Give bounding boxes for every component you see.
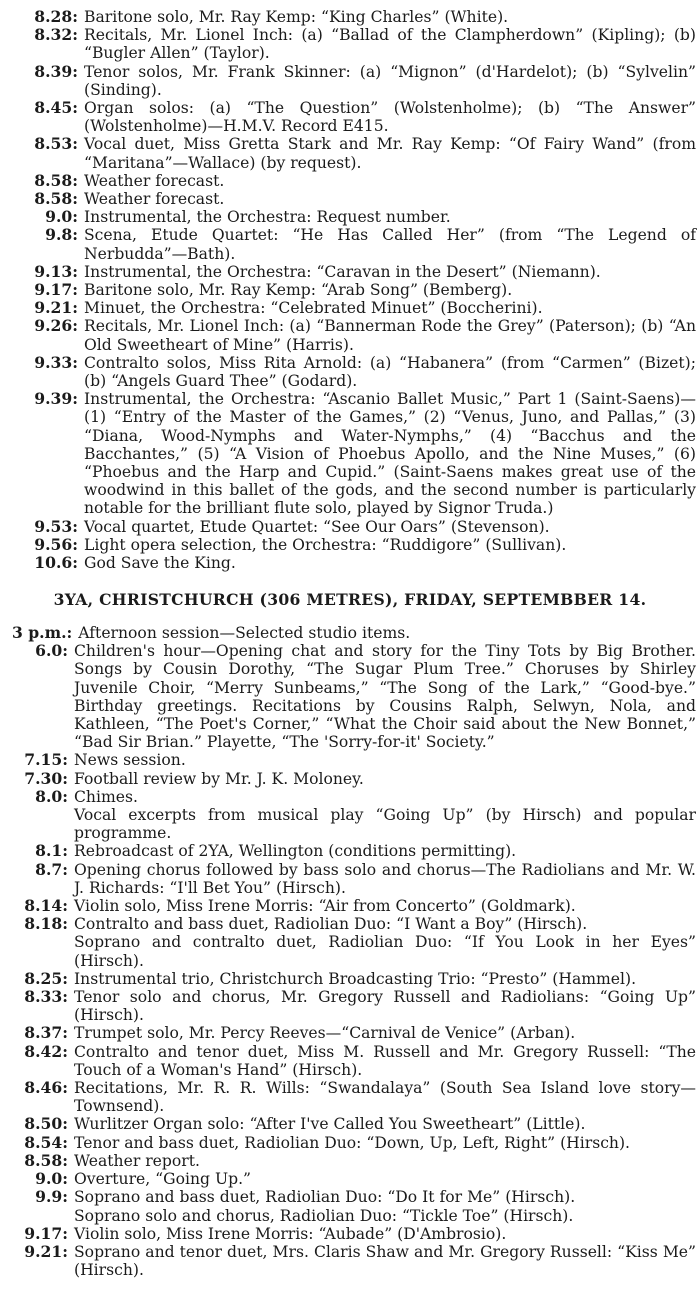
entry-time: 9.53: [34,516,78,536]
programme-entry [12,263,696,281]
entry-text: Recitals, Mr. Lionel Inch: (a) “Bannerman Rode the Grey” (Paterson); (b) “An Old Sweetheart of Mine” (Harris). [84,317,696,354]
programme-entry [12,208,696,226]
programme-entry [12,317,696,353]
programme-entry [12,624,696,642]
programme-entry [12,190,696,208]
entry-time: 8.58: [34,189,78,209]
entry-time: 6.0: [35,641,68,661]
programme-entry [12,988,696,1024]
programme-entry [12,1152,696,1170]
entry-text: Instrumental, the Orchestra: “Ascanio Ballet Music,” Part 1 (Saint-Saens)—(1) “Entry of the Master of the Games,” (2) “Venus, Juno, and Pallas,” (3) “Diana, Wood-Nymphs and Water-Nymphs,” (4) “Bacchus and the Bacchantes,” (5) “A Vision of Phoebus Apollo, and the Nine Muses,” (6) “Phoebus and the Harp and Cupid.” (Saint-Saens makes great use of the woodwind in this ballet of the gods, and the second number is particularly notable for the brilliant flute solo, played by Signor Truda.) [84,390,696,518]
entry-text: Vocal quartet, Etude Quartet: “See Our Oars” (Stevenson). [84,517,550,536]
entry-time: 8.33: [24,987,68,1007]
entry-time: 8.54: [24,1132,68,1152]
programme-entry [12,1170,696,1188]
entry-time: 8.14: [24,896,68,916]
entry-text: Overture, “Going Up.” [74,1170,252,1189]
programme-entry [12,8,696,26]
entry-text: Tenor solo and chorus, Mr. Gregory Russell and Radiolians: “Going Up” (Hirsch). [74,988,696,1025]
programme-entry [12,933,696,969]
programme-entry [12,554,696,572]
entry-time: 9.0: [45,207,78,227]
entry-time: 8.42: [24,1041,68,1061]
programme-entry [12,1188,696,1206]
entry-time: 9.0: [35,1169,68,1189]
entry-text: Vocal excerpts from musical play “Going Up” (by Hirsch) and popular programme. [74,806,696,843]
entry-time: 9.21: [34,298,78,318]
entry-text: Soprano and contralto duet, Radiolian Duo: “If You Look in her Eyes” (Hirsch). [74,933,696,970]
programme-entry [12,806,696,842]
programme-entry [12,1115,696,1133]
programme-entry [12,1024,696,1042]
entry-time: 9.13: [34,261,78,281]
programme-entry [12,172,696,190]
programme-entry [12,842,696,860]
entry-text: Instrumental trio, Christchurch Broadcasting Trio: “Presto” (Hammel). [74,969,637,988]
programme-entry [12,390,696,517]
entry-text: Soprano and bass duet, Radiolian Duo: “Do It for Me” (Hirsch). [74,1188,576,1207]
entry-text: Chimes. [74,787,138,806]
programme-entry [12,1207,696,1225]
entry-text: Children's hour—Opening chat and story for the Tiny Tots by Big Brother. Songs by Cousin Dorothy, “The Sugar Plum Tree.” Choruses by Shirley Juvenile Choir, “Merry Sunbeams,” “The Song of the Lark,” “Good-bye.” Birthday greetings. Recitations by Cousins Ralph, Selwyn, Nola, and Kathleen, “The Poet's Corner,” “What the Choir said about the New Bonnet,” “Bad Sir Brian.” Playette, “The 'Sorry-for-it' Society.” [74,642,696,752]
entry-time: 9.56: [34,534,78,554]
entry-time: 8.1: [35,841,68,861]
entry-text: Organ solos: (a) “The Question” (Wolstenholme); (b) “The Answer” (Wolstenholme)—H.M.V. Record E415. [84,99,696,136]
entry-text: News session. [74,751,186,770]
entry-time: 8.58: [34,170,78,190]
entry-text: Light opera selection, the Orchestra: “Ruddigore” (Sullivan). [84,535,567,554]
station-heading: 3YA, CHRISTCHURCH (306 METRES), FRIDAY, SEPTEMBBER 14. [53,590,647,609]
entry-time [12,933,74,969]
entry-time: 8.7: [35,859,68,879]
entry-text: Wurlitzer Organ solo: “After I've Called You Sweetheart” (Little). [74,1115,586,1134]
entry-text: Contralto and bass duet, Radiolian Duo: “I Want a Boy” (Hirsch). [74,915,588,934]
entry-time: 7.15: [24,750,68,770]
programme-entry [12,751,696,769]
programme-entry [12,536,696,554]
entry-time: 9.26: [34,316,78,336]
programme-entry [12,1134,696,1152]
programme-entry [12,1243,696,1279]
programme-entry [12,970,696,988]
entry-text: Football review by Mr. J. K. Moloney. [74,769,364,788]
entry-time: 8.28: [34,7,78,26]
programme-entry [12,299,696,317]
entry-time: 9.21: [24,1241,68,1261]
entry-text: Weather forecast. [84,190,225,209]
entry-text: Afternoon session—Selected studio items. [78,624,411,642]
programme-section-3ya [12,624,696,1279]
entry-time [12,1207,74,1225]
entry-time: 8.53: [34,134,78,154]
programme-entry [12,63,696,99]
entry-text: Violin solo, Miss Irene Morris: “Aubade” (D'Ambrosio). [74,1224,507,1243]
entry-text: Contralto and tenor duet, Miss M. Russell and Mr. Gregory Russell: “The Touch of a Woman's Hand” (Hirsch). [74,1042,696,1079]
entry-text: Trumpet solo, Mr. Percy Reeves—“Carnival de Venice” (Arban). [74,1024,576,1043]
entry-time: 8.0: [35,786,68,806]
entry-text: Scena, Etude Quartet: “He Has Called Her” (from “The Legend of Nerbudda”—Bath). [84,226,696,263]
entry-time: 9.17: [24,1223,68,1243]
entry-text: Tenor solos, Mr. Frank Skinner: (a) “Mignon” (d'Hardelot); (b) “Sylvelin” (Sinding). [84,62,696,99]
entry-time: 10.6: [34,553,78,573]
entry-text: Contralto solos, Miss Rita Arnold: (a) “Habanera” (from “Carmen” (Bizet); (b) “Angels Guard Thee” (Godard). [84,353,696,391]
programme-entry [12,788,696,806]
entry-time: 9.39: [34,389,78,409]
entry-time: 9.17: [34,280,78,300]
entry-time: 8.46: [24,1078,68,1098]
entry-text: God Save the King. [84,554,236,573]
programme-entry [12,770,696,788]
programme-entry [12,1079,696,1115]
programme-entry [12,281,696,299]
entry-text: Recitations, Mr. R. R. Wills: “Swandalaya” (South Sea Island love story—Townsend). [74,1079,696,1116]
programme-entry [12,518,696,536]
entry-time: 8.39: [34,61,78,81]
entry-text: Baritone solo, Mr. Ray Kemp: “King Charles” (White). [84,8,509,26]
entry-text: Vocal duet, Miss Gretta Stark and Mr. Ray Kemp: “Of Fairy Wand” (from “Maritana”—Wallace) (by request). [84,135,696,172]
entry-time: 8.58: [24,1150,68,1170]
programme-entry [12,642,696,751]
programme-entry [12,99,696,135]
entry-time: 8.37: [24,1023,68,1043]
entry-text: Opening chorus followed by bass solo and chorus—The Radiolians and Mr. W. J. Richards: “I'll Bet You” (Hirsch). [74,860,696,897]
entry-time: 9.8: [45,225,78,245]
entry-text: Baritone solo, Mr. Ray Kemp: “Arab Song” (Bemberg). [84,281,513,300]
entry-text: Soprano and tenor duet, Mrs. Claris Shaw and Mr. Gregory Russell: “Kiss Me” (Hirsch). [74,1242,696,1280]
programme-entry [12,915,696,933]
entry-text: Minuet, the Orchestra: “Celebrated Minuet” (Boccherini). [84,299,543,318]
entry-time: 9.33: [34,352,78,372]
entry-time [12,806,74,842]
programme-entry [12,861,696,897]
programme-entry [12,226,696,262]
entry-time: 8.25: [24,968,68,988]
entry-text: Weather forecast. [84,171,225,190]
entry-time: 8.45: [34,98,78,118]
entry-time: 8.32: [34,25,78,45]
entry-text: Tenor and bass duet, Radiolian Duo: “Down, Up, Left, Right” (Hirsch). [74,1133,631,1152]
entry-text: Instrumental, the Orchestra: “Caravan in the Desert” (Niemann). [84,262,601,281]
entry-text: Recitals, Mr. Lionel Inch: (a) “Ballad of the Clampherdown” (Kipling); (b) “Bugler Allen” (Taylor). [84,26,696,63]
programme-section-2ya [12,8,696,572]
programme-entry [12,135,696,171]
programme-entry [12,26,696,62]
entry-time: 3 p.m.: [12,623,73,642]
entry-time: 8.18: [24,914,68,934]
programme-entry [12,897,696,915]
entry-text: Instrumental, the Orchestra: Request number. [84,208,451,227]
entry-time: 9.9: [35,1187,68,1207]
entry-text: Rebroadcast of 2YA, Wellington (conditions permitting). [74,842,517,861]
entry-text: Soprano solo and chorus, Radiolian Duo: “Tickle Toe” (Hirsch). [74,1206,574,1225]
entry-time: 7.30: [24,768,68,788]
programme-entry [12,1225,696,1243]
programme-entry [12,1043,696,1079]
entry-time: 8.50: [24,1114,68,1134]
programme-entry [12,354,696,390]
entry-text: Violin solo, Miss Irene Morris: “Air from Concerto” (Goldmark). [74,897,576,916]
entry-text: Weather report. [74,1151,200,1170]
